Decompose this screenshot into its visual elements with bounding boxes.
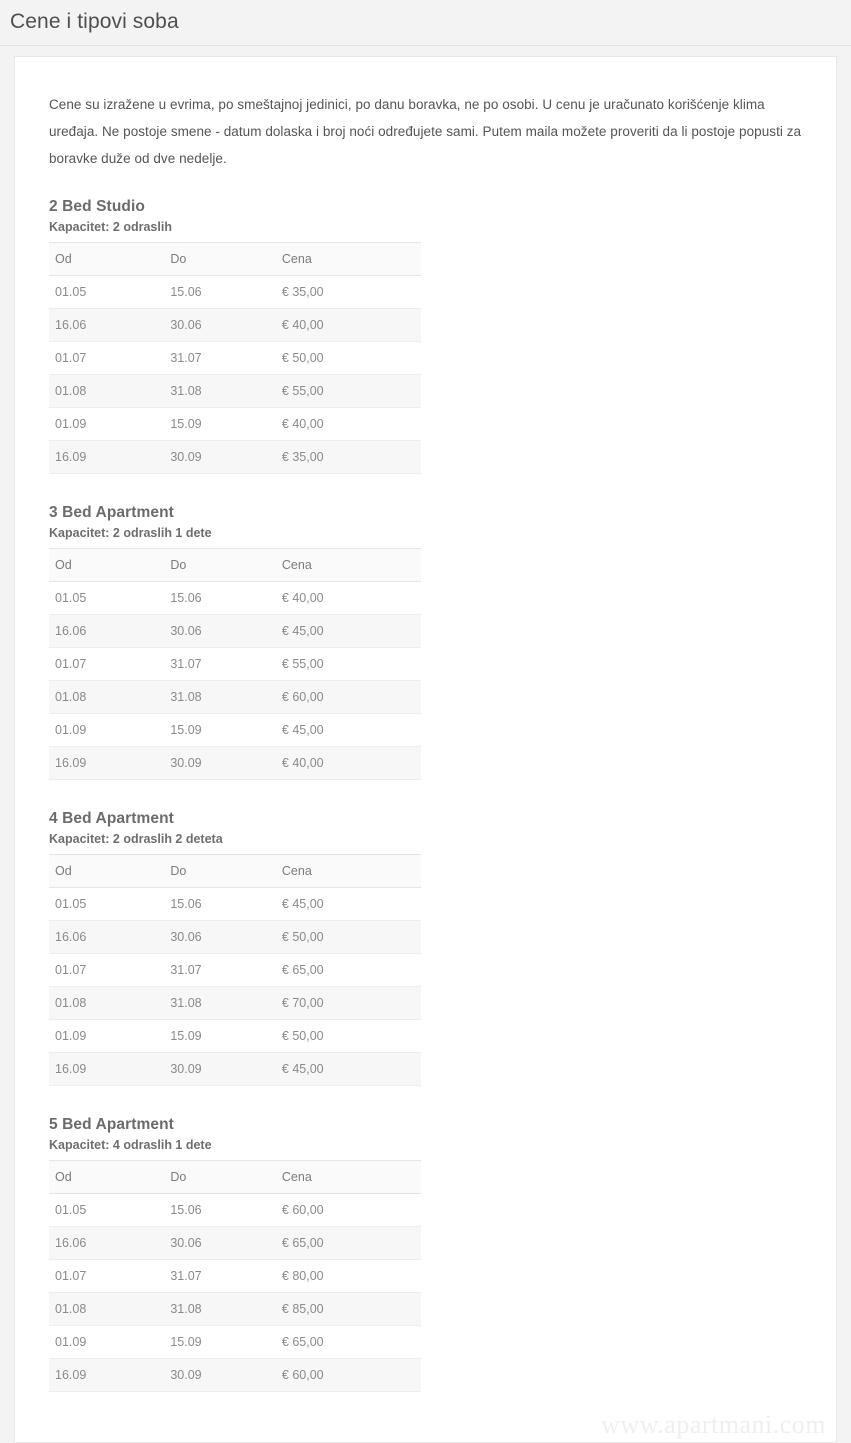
column-header: Cena (276, 1161, 421, 1194)
table-row (49, 276, 421, 309)
cell-to-date: 31.08 (164, 987, 276, 1020)
cell-from-date: 01.07 (49, 954, 164, 987)
column-header: Od (49, 243, 164, 276)
cell-from-date: 16.06 (49, 1227, 164, 1260)
cell-price: € 85,00 (276, 1293, 421, 1326)
cell-to-date: 15.09 (164, 1326, 276, 1359)
cell-from-date: 16.06 (49, 615, 164, 648)
cell-price: € 50,00 (276, 342, 421, 375)
intro-paragraph: Cene su izražene u evrima, po smeštajnoj jedinici, po danu boravka, ne po osobi. U cenu je uračunato korišćenje klima uređaja. Ne postoje smene - datum dolaska i broj noći određujete sami. Putem maila možete proveriti da li postoje popusti za boravke duže od dve nedelje. (49, 97, 802, 166)
cell-to-date: 15.06 (164, 276, 276, 309)
cell-to-date: 15.06 (164, 582, 276, 615)
table-row (49, 648, 421, 681)
table-row (49, 1194, 421, 1227)
table-header-row (49, 243, 421, 276)
column-header: Od (49, 855, 164, 888)
cell-to-date: 30.06 (164, 309, 276, 342)
cell-from-date: 01.08 (49, 987, 164, 1020)
cell-from-date: 01.05 (49, 888, 164, 921)
cell-from-date: 01.09 (49, 1326, 164, 1359)
cell-to-date: 30.09 (164, 441, 276, 474)
cell-from-date: 16.09 (49, 1053, 164, 1086)
cell-price: € 80,00 (276, 1260, 421, 1293)
page-title: Cene i tipovi soba (10, 10, 179, 33)
table-row (49, 1326, 421, 1359)
cell-to-date: 30.09 (164, 747, 276, 780)
table-row (49, 342, 421, 375)
room-type-title: 4 Bed Apartment (49, 810, 174, 827)
table-row (49, 309, 421, 342)
cell-to-date: 31.07 (164, 648, 276, 681)
cell-from-date: 16.09 (49, 441, 164, 474)
table-header-row (49, 855, 421, 888)
cell-from-date: 01.09 (49, 714, 164, 747)
cell-price: € 45,00 (276, 615, 421, 648)
column-header: Cena (276, 549, 421, 582)
cell-from-date: 16.06 (49, 309, 164, 342)
cell-price: € 45,00 (276, 714, 421, 747)
cell-price: € 40,00 (276, 747, 421, 780)
cell-to-date: 15.09 (164, 1020, 276, 1053)
column-header: Cena (276, 855, 421, 888)
cell-price: € 40,00 (276, 309, 421, 342)
cell-price: € 35,00 (276, 276, 421, 309)
cell-price: € 60,00 (276, 1194, 421, 1227)
table-row (49, 921, 421, 954)
room-type-title: 5 Bed Apartment (49, 1116, 174, 1133)
cell-to-date: 31.08 (164, 375, 276, 408)
room-capacity: Kapacitet: 2 odraslih 2 deteta (49, 832, 223, 846)
cell-price: € 60,00 (276, 681, 421, 714)
cell-price: € 55,00 (276, 375, 421, 408)
cell-to-date: 15.09 (164, 714, 276, 747)
room-type-title: 2 Bed Studio (49, 198, 145, 215)
table-row (49, 747, 421, 780)
cell-to-date: 15.09 (164, 408, 276, 441)
column-header: Do (164, 855, 276, 888)
cell-price: € 55,00 (276, 648, 421, 681)
column-header: Od (49, 549, 164, 582)
cell-from-date: 01.05 (49, 276, 164, 309)
cell-price: € 35,00 (276, 441, 421, 474)
price-table (49, 854, 421, 1086)
cell-price: € 45,00 (276, 888, 421, 921)
cell-from-date: 16.09 (49, 747, 164, 780)
cell-to-date: 31.08 (164, 1293, 276, 1326)
cell-to-date: 31.08 (164, 681, 276, 714)
cell-to-date: 15.06 (164, 888, 276, 921)
cell-from-date: 01.08 (49, 681, 164, 714)
cell-to-date: 31.07 (164, 342, 276, 375)
cell-from-date: 01.07 (49, 342, 164, 375)
table-row (49, 681, 421, 714)
cell-price: € 45,00 (276, 1053, 421, 1086)
room-type-block (49, 504, 421, 780)
price-table (49, 1160, 421, 1392)
table-row (49, 1053, 421, 1086)
cell-from-date: 01.07 (49, 1260, 164, 1293)
cell-to-date: 15.06 (164, 1194, 276, 1227)
title-divider (0, 45, 851, 46)
cell-from-date: 01.09 (49, 1020, 164, 1053)
column-header: Od (49, 1161, 164, 1194)
table-row (49, 408, 421, 441)
cell-from-date: 16.06 (49, 921, 164, 954)
room-capacity: Kapacitet: 2 odraslih 1 dete (49, 526, 212, 540)
cell-price: € 65,00 (276, 954, 421, 987)
table-row (49, 1020, 421, 1053)
price-table (49, 242, 421, 474)
room-type-block (49, 1116, 421, 1392)
cell-price: € 65,00 (276, 1227, 421, 1260)
table-row (49, 1293, 421, 1326)
cell-price: € 40,00 (276, 582, 421, 615)
cell-price: € 50,00 (276, 921, 421, 954)
cell-from-date: 01.08 (49, 375, 164, 408)
room-capacity: Kapacitet: 2 odraslih (49, 220, 172, 234)
table-row (49, 987, 421, 1020)
column-header: Do (164, 243, 276, 276)
cell-to-date: 30.09 (164, 1359, 276, 1392)
cell-to-date: 30.06 (164, 615, 276, 648)
room-capacity: Kapacitet: 4 odraslih 1 dete (49, 1138, 212, 1152)
table-row (49, 615, 421, 648)
cell-from-date: 16.09 (49, 1359, 164, 1392)
cell-from-date: 01.05 (49, 582, 164, 615)
cell-price: € 60,00 (276, 1359, 421, 1392)
table-row (49, 888, 421, 921)
content-card (14, 56, 837, 1443)
column-header: Do (164, 549, 276, 582)
table-row (49, 1227, 421, 1260)
cell-price: € 65,00 (276, 1326, 421, 1359)
cell-to-date: 31.07 (164, 954, 276, 987)
room-type-title: 3 Bed Apartment (49, 504, 174, 521)
cell-to-date: 30.06 (164, 1227, 276, 1260)
table-header-row (49, 1161, 421, 1194)
table-row (49, 582, 421, 615)
cell-from-date: 01.05 (49, 1194, 164, 1227)
table-header-row (49, 549, 421, 582)
cell-to-date: 31.07 (164, 1260, 276, 1293)
room-type-block (49, 810, 421, 1086)
table-row (49, 954, 421, 987)
cell-price: € 50,00 (276, 1020, 421, 1053)
column-header: Do (164, 1161, 276, 1194)
table-row (49, 714, 421, 747)
table-row (49, 441, 421, 474)
column-header: Cena (276, 243, 421, 276)
cell-from-date: 01.09 (49, 408, 164, 441)
cell-from-date: 01.07 (49, 648, 164, 681)
cell-price: € 40,00 (276, 408, 421, 441)
room-type-grid (49, 198, 802, 1422)
table-row (49, 1260, 421, 1293)
cell-to-date: 30.06 (164, 921, 276, 954)
cell-to-date: 30.09 (164, 1053, 276, 1086)
cell-price: € 70,00 (276, 987, 421, 1020)
cell-from-date: 01.08 (49, 1293, 164, 1326)
watermark: www.apartmani.com (601, 1410, 826, 1439)
table-row (49, 375, 421, 408)
price-table (49, 548, 421, 780)
room-type-block (49, 198, 421, 474)
table-row (49, 1359, 421, 1392)
